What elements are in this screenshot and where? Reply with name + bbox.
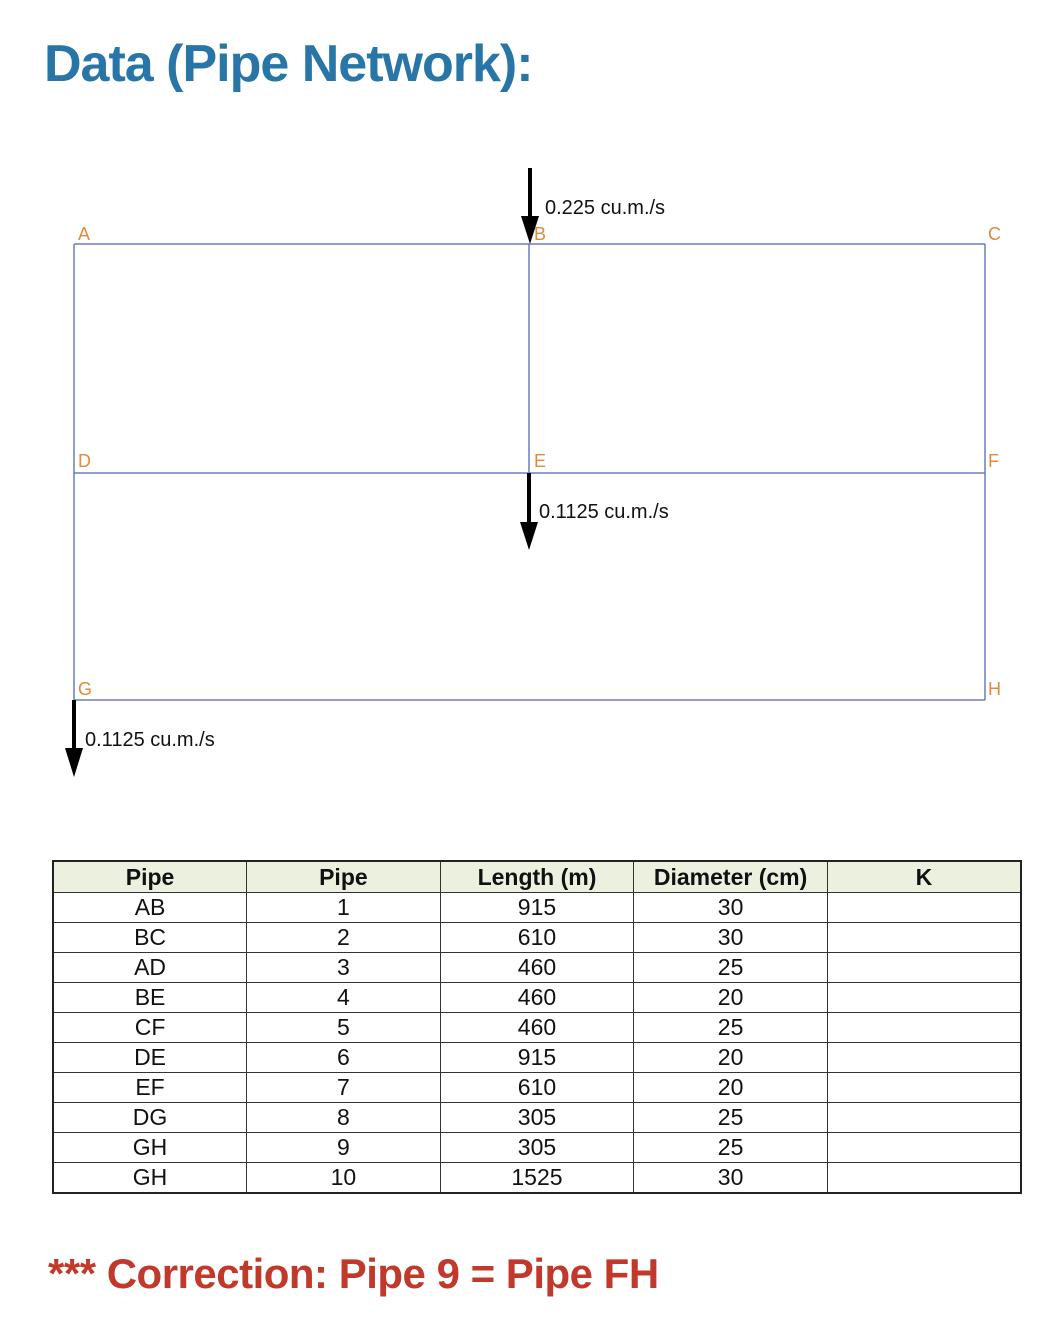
header-length: Length (m) — [440, 861, 634, 893]
page-title: Data (Pipe Network): — [44, 35, 533, 93]
table-row — [53, 1103, 1021, 1133]
cell-pipe-name: AD — [53, 953, 247, 983]
cell-k — [827, 953, 1021, 983]
node-label-h: H — [988, 679, 1001, 699]
header-pipe-name: Pipe — [53, 861, 247, 893]
node-label-e: E — [534, 451, 547, 471]
node-label-a: A — [78, 224, 91, 244]
cell-k — [827, 983, 1021, 1013]
flow-label-outflow-g: 0.1125 cu.m./s — [85, 729, 215, 751]
table-row — [53, 1073, 1021, 1103]
outflow-arrowhead-e — [520, 522, 538, 550]
node-label-f: F — [988, 451, 999, 471]
cell-pipe-number: 7 — [247, 1073, 441, 1103]
cell-k — [827, 923, 1021, 953]
cell-k — [827, 1163, 1021, 1194]
cell-pipe-name: DG — [53, 1103, 247, 1133]
header-pipe-number: Pipe — [247, 861, 441, 893]
table-row — [53, 1043, 1021, 1073]
cell-pipe-name: AB — [53, 893, 247, 923]
node-label-c: C — [988, 224, 1001, 244]
cell-k — [827, 893, 1021, 923]
correction-note: *** Correction: Pipe 9 = Pipe FH — [48, 1250, 659, 1297]
cell-pipe-name: GH — [53, 1133, 247, 1163]
cell-pipe-number: 6 — [247, 1043, 441, 1073]
cell-diameter: 30 — [634, 893, 828, 923]
cell-length: 915 — [440, 893, 634, 923]
cell-pipe-name: CF — [53, 1013, 247, 1043]
flow-labels — [85, 197, 669, 751]
table-header-row — [53, 861, 1021, 893]
cell-length: 915 — [440, 1043, 634, 1073]
cell-diameter: 20 — [634, 1043, 828, 1073]
cell-pipe-number: 4 — [247, 983, 441, 1013]
cell-pipe-name: DE — [53, 1043, 247, 1073]
cell-length: 460 — [440, 983, 634, 1013]
cell-diameter: 25 — [634, 1103, 828, 1133]
table-row — [53, 983, 1021, 1013]
flow-label-inflow-b: 0.225 cu.m./s — [545, 197, 666, 219]
cell-pipe-number: 3 — [247, 953, 441, 983]
cell-pipe-number: 1 — [247, 893, 441, 923]
cell-k — [827, 1013, 1021, 1043]
flow-label-outflow-e: 0.1125 cu.m./s — [539, 501, 669, 523]
node-labels — [78, 224, 1001, 699]
cell-length: 305 — [440, 1103, 634, 1133]
table-row — [53, 953, 1021, 983]
cell-pipe-number: 9 — [247, 1133, 441, 1163]
table-row — [53, 1133, 1021, 1163]
cell-pipe-name: GH — [53, 1163, 247, 1194]
cell-diameter: 25 — [634, 1013, 828, 1043]
node-label-g: G — [78, 679, 93, 699]
table-row — [53, 923, 1021, 953]
cell-pipe-name: BC — [53, 923, 247, 953]
pipe-network-diagram — [0, 150, 1051, 800]
cell-diameter: 20 — [634, 983, 828, 1013]
pipe-data-table — [52, 860, 1022, 1194]
outflow-arrowhead-g — [65, 748, 83, 777]
cell-pipe-number: 2 — [247, 923, 441, 953]
cell-k — [827, 1103, 1021, 1133]
cell-length: 610 — [440, 923, 634, 953]
header-k: K — [827, 861, 1021, 893]
cell-pipe-name: BE — [53, 983, 247, 1013]
node-label-b: B — [534, 224, 547, 244]
cell-diameter: 30 — [634, 1163, 828, 1194]
cell-length: 1525 — [440, 1163, 634, 1194]
cell-length: 460 — [440, 1013, 634, 1043]
cell-k — [827, 1043, 1021, 1073]
node-label-d: D — [78, 451, 91, 471]
cell-length: 460 — [440, 953, 634, 983]
cell-pipe-name: EF — [53, 1073, 247, 1103]
table-row — [53, 893, 1021, 923]
table-row — [53, 1013, 1021, 1043]
cell-k — [827, 1133, 1021, 1163]
cell-pipe-number: 8 — [247, 1103, 441, 1133]
cell-pipe-number: 10 — [247, 1163, 441, 1194]
pipe-lines — [74, 244, 985, 700]
cell-k — [827, 1073, 1021, 1103]
cell-diameter: 25 — [634, 953, 828, 983]
cell-diameter: 25 — [634, 1133, 828, 1163]
table-row — [53, 1163, 1021, 1194]
cell-length: 610 — [440, 1073, 634, 1103]
cell-diameter: 20 — [634, 1073, 828, 1103]
cell-diameter: 30 — [634, 923, 828, 953]
cell-length: 305 — [440, 1133, 634, 1163]
header-diameter: Diameter (cm) — [634, 861, 828, 893]
cell-pipe-number: 5 — [247, 1013, 441, 1043]
